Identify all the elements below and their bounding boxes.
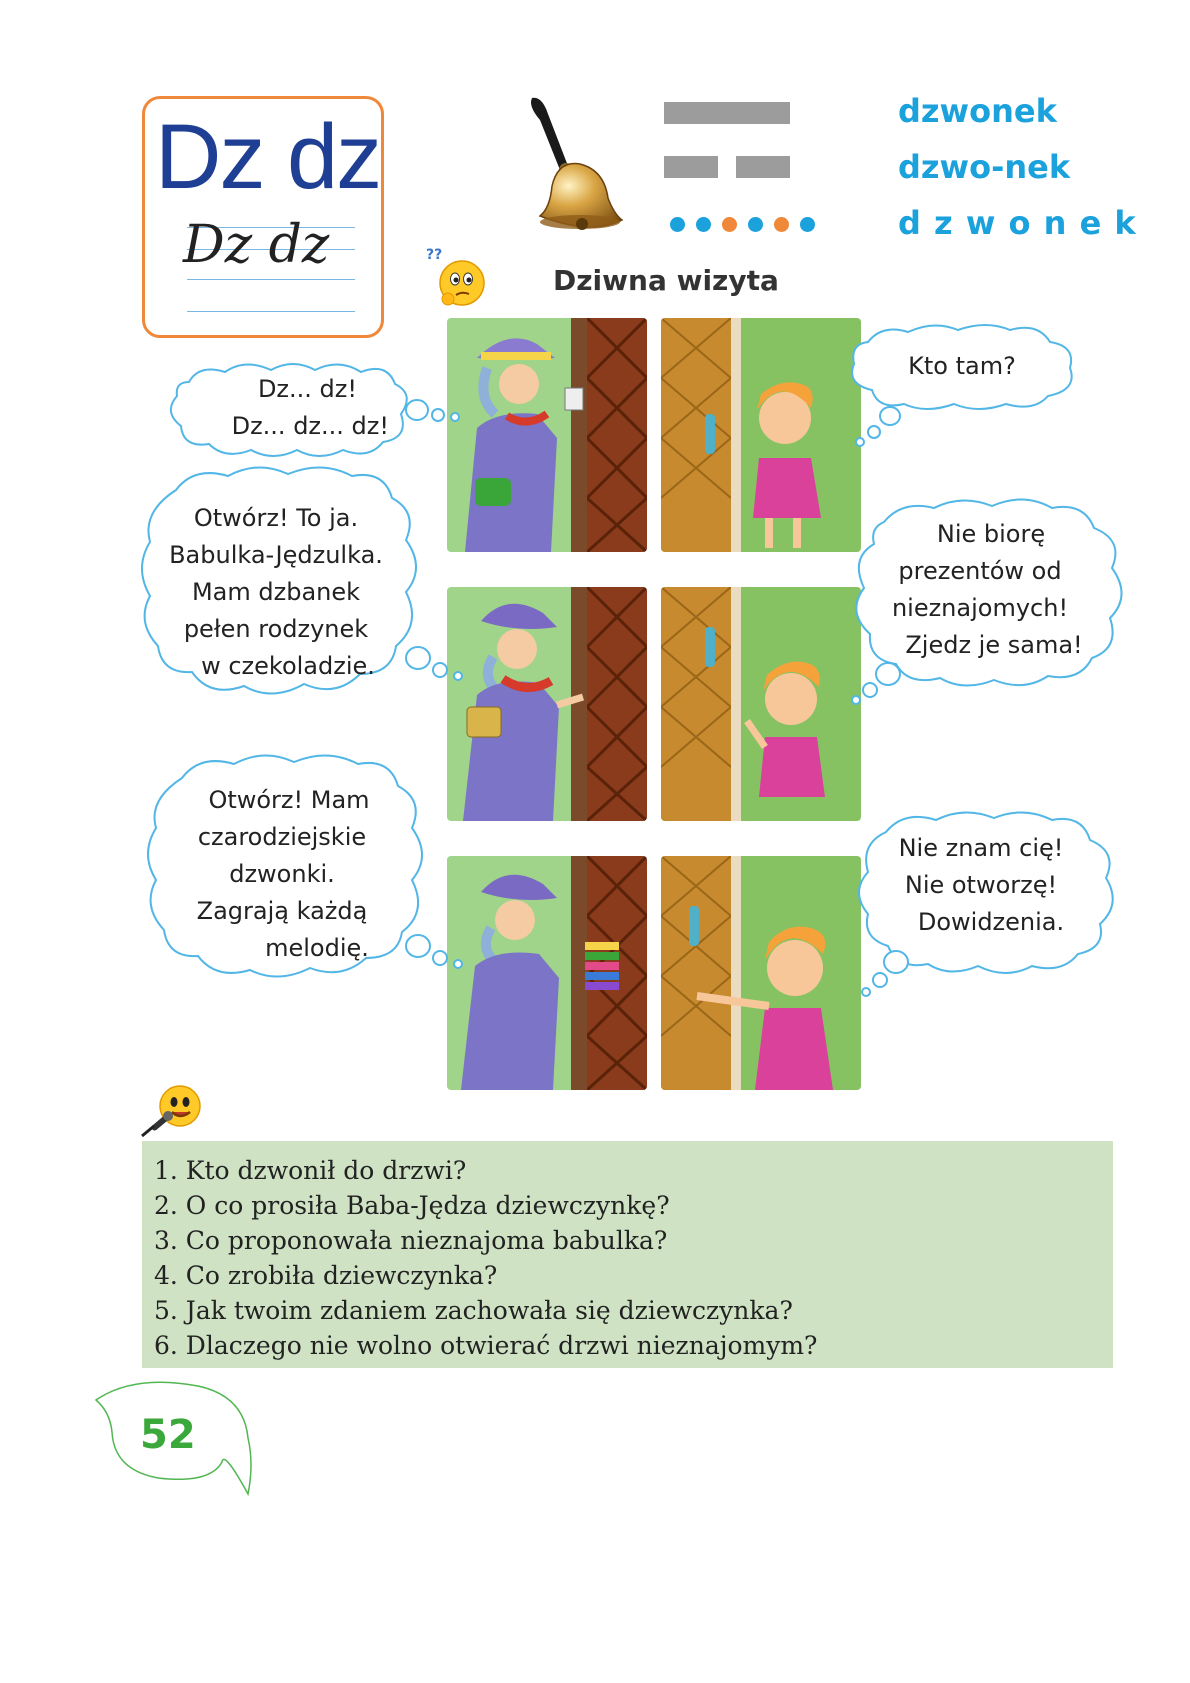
bubble-line: Babulka-Jędzulka. bbox=[169, 541, 383, 569]
bubble-line: Nie otworzę! bbox=[904, 871, 1058, 899]
thinking-emoji-icon bbox=[422, 243, 488, 309]
scheme-word-sounds: d z w o n e k bbox=[898, 204, 1137, 242]
syllable-bar-1 bbox=[664, 156, 718, 178]
comic-panel-6 bbox=[661, 856, 861, 1090]
speech-bubble-girl-1 bbox=[838, 320, 1098, 450]
print-letters: Dz dz bbox=[155, 106, 381, 208]
writing-line bbox=[187, 279, 355, 280]
page-number: 52 bbox=[140, 1412, 196, 1458]
bubble-line: Otwórz! To ja. bbox=[193, 504, 359, 532]
bubble-line: melodię. bbox=[265, 934, 369, 962]
speech-bubble-witch-3 bbox=[142, 748, 472, 988]
word-bar bbox=[664, 102, 790, 124]
letter-card bbox=[142, 96, 384, 338]
bubble-line: Dowidzenia. bbox=[917, 908, 1065, 936]
bubble-line: dzwonki. bbox=[229, 860, 335, 888]
sound-dot bbox=[696, 217, 711, 232]
bubble-line: czarodziejskie bbox=[197, 823, 367, 851]
scheme-word-whole: dzwonek bbox=[898, 92, 1057, 130]
scheme-word-syllables: dzwo-nek bbox=[898, 148, 1071, 186]
question-item: 6. Dlaczego nie wolno otwierać drzwi nieznajomym? bbox=[154, 1331, 818, 1360]
sound-dot bbox=[748, 217, 763, 232]
comic-panel-3 bbox=[447, 587, 647, 821]
questions-list bbox=[142, 1141, 1113, 1363]
question-item: 2. O co prosiła Baba-Jędza dziewczynkę? bbox=[154, 1191, 670, 1220]
comic-panel-5 bbox=[447, 856, 647, 1090]
story-title: Dziwna wizyta bbox=[553, 264, 779, 297]
bubble-line: Dz... dz... dz! bbox=[231, 412, 389, 440]
bubble-line: Nie znam cię! bbox=[898, 834, 1064, 862]
question-item: 3. Co proponowała nieznajoma babulka? bbox=[154, 1226, 668, 1255]
speech-bubble-girl-3 bbox=[850, 806, 1130, 1006]
bubble-line: Mam dzbanek bbox=[191, 578, 361, 606]
bubble-line: pełen rodzynek bbox=[183, 615, 369, 643]
bubble-line: Zagrają każdą bbox=[196, 897, 368, 925]
bubble-line: Nie biorę bbox=[936, 520, 1046, 548]
bubble-line: Dz... dz! bbox=[257, 375, 357, 403]
svg-text:??: ?? bbox=[426, 247, 443, 263]
comic-panel-1 bbox=[447, 318, 647, 552]
speech-bubble-girl-2 bbox=[844, 492, 1136, 714]
sound-dot bbox=[722, 217, 737, 232]
comic-panel-2 bbox=[661, 318, 861, 552]
bubble-line: Otwórz! Mam bbox=[208, 786, 370, 814]
microphone-emoji-icon bbox=[138, 1080, 204, 1138]
speech-bubble-witch-1 bbox=[163, 360, 463, 460]
bubble-line: prezentów od bbox=[898, 557, 1062, 585]
bubble-line: nieznajomych! bbox=[891, 594, 1069, 622]
writing-line bbox=[187, 311, 355, 312]
questions-box bbox=[142, 1141, 1113, 1368]
comic-panel-4 bbox=[661, 587, 861, 821]
question-item: 1. Kto dzwonił do drzwi? bbox=[154, 1156, 467, 1185]
sound-dot bbox=[670, 217, 685, 232]
bubble-line: Kto tam? bbox=[908, 352, 1016, 380]
syllable-bar-2 bbox=[736, 156, 790, 178]
cursive-letters: Dz dz bbox=[183, 215, 330, 275]
question-item: 5. Jak twoim zdaniem zachowała się dziewczynka? bbox=[154, 1296, 793, 1325]
bubble-line: w czekoladzie. bbox=[201, 652, 375, 680]
bubble-line: Zjedz je sama! bbox=[905, 631, 1083, 659]
bell-icon bbox=[522, 96, 632, 236]
sound-dot bbox=[774, 217, 789, 232]
question-item: 4. Co zrobiła dziewczynka? bbox=[154, 1261, 498, 1290]
sound-dot bbox=[800, 217, 815, 232]
speech-bubble-witch-2 bbox=[136, 460, 466, 710]
